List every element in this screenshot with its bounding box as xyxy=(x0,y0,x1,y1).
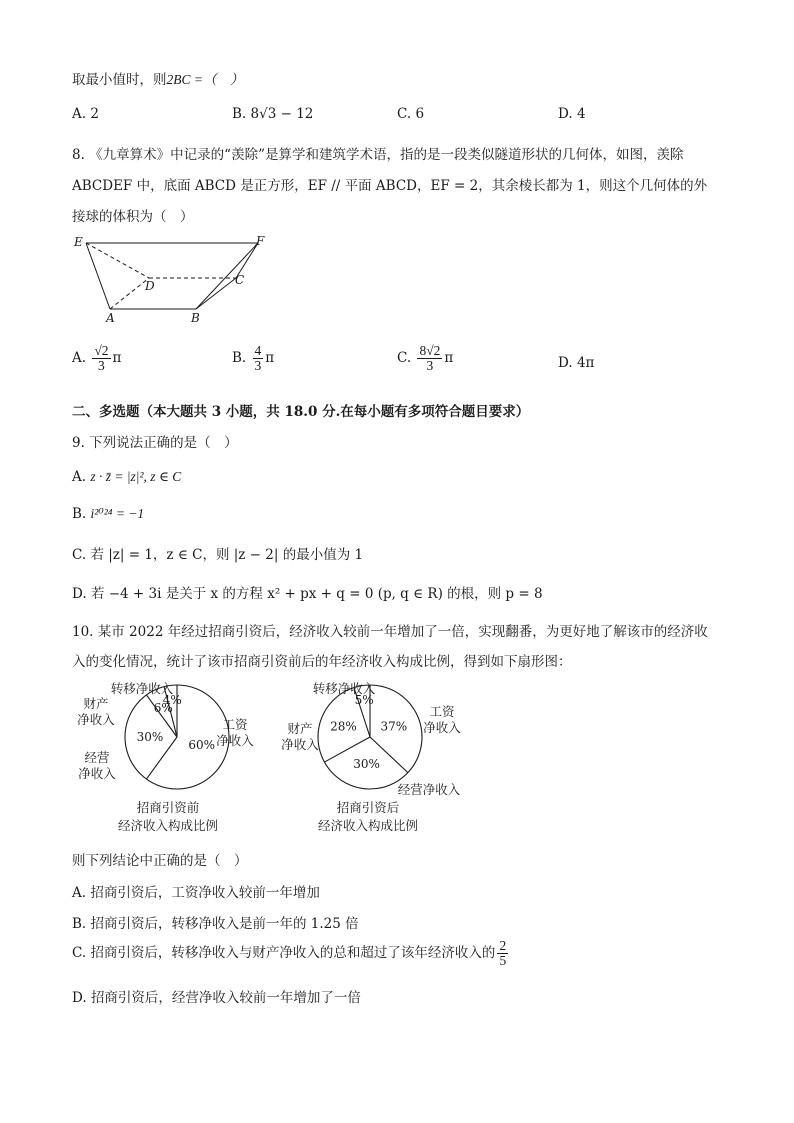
option-label: A. xyxy=(72,350,87,367)
option-value: 6 xyxy=(415,106,425,122)
q10-stem: 则下列结论中正确的是（ ） xyxy=(72,853,248,869)
pie-value-label: 60% xyxy=(188,738,216,753)
q8-option-a[interactable] xyxy=(72,344,121,373)
option-suffix: π xyxy=(444,350,454,367)
option-value: 4π xyxy=(576,355,595,371)
fraction xyxy=(497,939,508,968)
pie-value-label: 28% xyxy=(330,719,357,734)
edge-bc xyxy=(196,278,236,309)
edge-ad xyxy=(110,278,149,309)
pie-category-label: 经营净收入 xyxy=(397,782,461,797)
fraction-numerator: 4 xyxy=(254,343,262,358)
edge-ea xyxy=(86,243,110,309)
q7-option-b[interactable] xyxy=(232,106,313,122)
q8-option-b[interactable] xyxy=(232,344,274,373)
vertex-label-d: D xyxy=(145,279,155,293)
q10-option-c[interactable] xyxy=(72,939,510,968)
option-suffix: π xyxy=(265,350,275,367)
q7-tail xyxy=(72,68,244,88)
pie-caption: 经济收入构成比例 xyxy=(317,818,419,833)
q9-stem: 9. 下列说法正确的是（ ） xyxy=(72,435,238,451)
q8-line2: ABCDEF 中，底面 ABCD 是正方形，EF // 平面 ABCD，EF = 2，其余棱长都为 1，则这个几何体的外 xyxy=(72,178,708,194)
fraction-denominator: 3 xyxy=(426,358,434,374)
fraction-denominator: 3 xyxy=(98,358,105,374)
option-value: 2 xyxy=(90,106,99,122)
pie-chart-after xyxy=(272,678,482,838)
fraction-numerator: 2 xyxy=(499,938,507,953)
edge-bf xyxy=(196,243,258,309)
fraction xyxy=(92,344,110,373)
option-label: D. xyxy=(72,990,87,1006)
option-suffix: π xyxy=(112,350,122,367)
option-text: 招商引资后，转移净收入与财产净收入的总和超过了该年经济收入的 xyxy=(90,945,496,962)
pie-category-label: 工资 xyxy=(222,717,248,732)
q10-line2: 入的变化情况，统计了该市招商引资前后的年经济收入构成比例，得到如下扇形图： xyxy=(72,654,572,670)
pie-category-label: 转移净收入 xyxy=(312,681,376,696)
q8-line1: 8. 《九章算术》中记录的“羡除”是算学和建筑学术语，指的是一段类似隧道形状的几何体，如图，羡除 xyxy=(72,147,684,163)
option-label: C. xyxy=(72,547,87,563)
pie-category-label: 净收入 xyxy=(77,712,115,727)
option-label: A. xyxy=(72,106,87,122)
q8-line3: 接球的体积为（ ） xyxy=(72,209,194,225)
pie-category-label: 净收入 xyxy=(216,733,254,748)
pie-category-label: 净收入 xyxy=(423,720,461,735)
fraction-denominator: 5 xyxy=(499,953,507,969)
pie-value-label: 6% xyxy=(153,700,173,715)
pie-value-label: 30% xyxy=(136,730,164,744)
q10-option-d[interactable] xyxy=(72,986,361,1006)
q7-option-d[interactable] xyxy=(558,106,586,122)
section-title: 二、多选题（本大题共 3 小题，共 18.0 分.在每小题有多项符合题目要求） xyxy=(72,404,530,420)
pie-value-label: 37% xyxy=(380,719,408,734)
q7-tail-text: 取最小值时，则 xyxy=(72,72,167,88)
option-text: i²⁰²⁴ = −1 xyxy=(90,506,145,521)
pie-category-label: 经营 xyxy=(84,750,110,765)
q9-option-c[interactable] xyxy=(72,543,363,563)
option-text: 若 |z| = 1，z ∈ C，则 |z − 2| 的最小值为 1 xyxy=(90,547,364,563)
option-label: D. xyxy=(558,355,573,371)
fraction xyxy=(253,344,264,373)
option-label: B. xyxy=(232,106,247,122)
fraction xyxy=(417,344,442,373)
pie-value-label: 4% xyxy=(162,692,182,707)
edge-ed xyxy=(86,243,149,278)
option-label: C. xyxy=(397,106,412,122)
pie-category-label: 财产 xyxy=(83,696,109,711)
option-text: 招商引资后，经营净收入较前一年增加了一倍 xyxy=(90,990,361,1006)
q7-option-c[interactable] xyxy=(397,106,424,122)
fraction-numerator: √2 xyxy=(94,343,109,358)
pie-category-label: 工资 xyxy=(429,704,455,719)
pie-caption: 招商引资后 xyxy=(336,800,400,815)
xianchu-solid-figure xyxy=(70,232,280,327)
fraction-denominator: 3 xyxy=(254,358,262,374)
q7-tail-expr: 2BC =（ ） xyxy=(166,72,244,87)
option-label: D. xyxy=(72,586,87,602)
vertex-label-f: F xyxy=(256,234,265,248)
pie-category-label: 净收入 xyxy=(78,766,116,781)
fraction-numerator: 8√2 xyxy=(419,343,441,358)
q9-option-d[interactable] xyxy=(72,582,543,602)
option-label: A. xyxy=(72,469,87,485)
pie-category-label: 净收入 xyxy=(281,737,319,752)
q8-option-d[interactable] xyxy=(558,355,594,371)
option-value: 4 xyxy=(576,106,586,122)
vertex-label-e: E xyxy=(74,235,83,249)
pie-chart-before xyxy=(70,678,270,838)
option-value: 8√3 − 12 xyxy=(250,106,314,122)
option-label: B. xyxy=(232,350,247,367)
q10-option-a[interactable] xyxy=(72,881,320,901)
pie-category-label: 转移净收入 xyxy=(110,681,174,696)
option-text: 招商引资后，转移净收入是前一年的 1.25 倍 xyxy=(90,916,359,932)
option-label: B. xyxy=(72,506,87,522)
q7-option-a[interactable] xyxy=(72,106,99,122)
pie-category-label: 财产 xyxy=(287,721,313,736)
option-text: 招商引资后，工资净收入较前一年增加 xyxy=(90,885,320,901)
pie-caption: 经济收入构成比例 xyxy=(117,818,219,833)
q8-option-c[interactable] xyxy=(397,344,453,373)
pie-caption: 招商引资前 xyxy=(136,800,200,815)
q9-option-a[interactable] xyxy=(72,469,181,485)
option-label: C. xyxy=(397,350,412,367)
option-label: B. xyxy=(72,916,87,932)
option-label: D. xyxy=(558,106,573,122)
option-label: C. xyxy=(72,945,87,962)
option-text: 若 −4 + 3i 是关于 x 的方程 x² + px + q = 0 (p, q ∈ R) 的根，则 p = 8 xyxy=(90,586,543,602)
q10-line1: 10. 某市 2022 年经过招商引资后，经济收入较前一年增加了一倍，实现翻番，为更好地了解该市的经济收 xyxy=(72,624,708,640)
vertex-label-b: B xyxy=(191,311,200,325)
q9-option-b[interactable] xyxy=(72,506,144,522)
vertex-label-a: A xyxy=(106,311,115,325)
option-text: z · z̄ = |z|², z ∈ C xyxy=(90,469,182,484)
q10-option-b[interactable] xyxy=(72,912,359,932)
pie-value-label: 30% xyxy=(353,756,380,771)
option-label: A. xyxy=(72,885,87,901)
pie-value-label: 5% xyxy=(354,693,374,708)
vertex-label-c: C xyxy=(235,273,245,287)
